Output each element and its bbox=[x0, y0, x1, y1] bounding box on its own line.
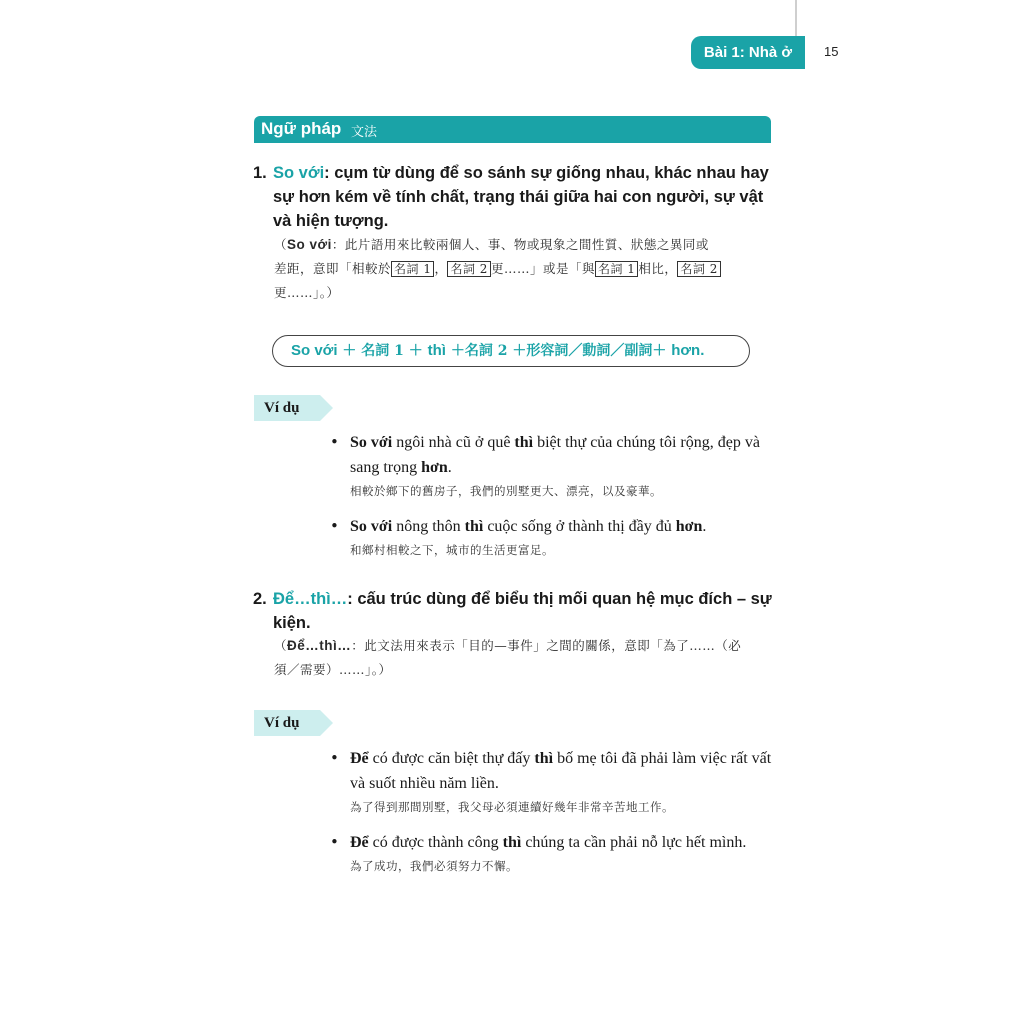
example-cn: 為了成功，我們必須努力不懈。 bbox=[350, 859, 518, 873]
explain-part4: 相比， bbox=[638, 261, 678, 276]
paren-open: （ bbox=[274, 237, 288, 252]
noun1-box: 名詞 1 bbox=[391, 261, 434, 277]
bullet-icon: • bbox=[330, 517, 339, 535]
example-item bbox=[330, 746, 780, 818]
section-title-vn: Ngữ pháp bbox=[261, 119, 342, 138]
formula-noun2: 名詞 2 bbox=[464, 343, 508, 359]
grammar-2-title-line1: : cấu trúc dùng để biểu thị mối quan hệ mục đích – sự bbox=[347, 590, 772, 608]
grammar-1-keyword: So với bbox=[273, 164, 325, 182]
plain-text: có được căn biệt thự đấy bbox=[368, 750, 535, 767]
formula-noun1: 名詞 1 bbox=[361, 343, 404, 359]
example-vn bbox=[350, 514, 780, 539]
comma: ， bbox=[434, 261, 448, 276]
bold-word: Để bbox=[350, 750, 369, 767]
plain-text: biệt thự của chúng tôi rộng, đẹp và sang trọng bbox=[350, 434, 760, 476]
formula-plus: ＋ bbox=[445, 343, 465, 359]
plain-text: . bbox=[702, 518, 707, 535]
example-label: Ví dụ bbox=[254, 395, 320, 421]
grammar-1-title-line1: : cụm từ dùng để so sánh sự giống nhau, khác nhau hay bbox=[324, 164, 769, 182]
page-edge-line bbox=[795, 0, 797, 40]
formula-so-voi: So với bbox=[291, 342, 338, 359]
grammar-1-title-line2: sự hơn kém về tính chất, trạng thái giữa hai con người, sự vật bbox=[273, 188, 764, 206]
formula-types: 形容詞／動詞／副詞 bbox=[526, 343, 653, 359]
example-cn: 和鄉村相較之下，城市的生活更富足。 bbox=[350, 543, 554, 557]
plain-text: . bbox=[447, 459, 452, 476]
explain-part3: 更……」或是「與 bbox=[490, 261, 595, 276]
grammar-2-title-line2: kiện. bbox=[273, 614, 311, 632]
bold-word: So với bbox=[350, 434, 393, 451]
bold-word: thì bbox=[514, 434, 534, 451]
section-header bbox=[254, 116, 771, 143]
example-item bbox=[330, 830, 780, 877]
plain-text: cuộc sống ở thành thị đầy đủ bbox=[483, 518, 676, 535]
grammar-1-title bbox=[253, 161, 778, 233]
formula-plus: ＋ bbox=[403, 343, 428, 359]
bold-word: hơn bbox=[421, 459, 448, 476]
bold-word: Để bbox=[350, 834, 369, 851]
formula-hon: hơn. bbox=[671, 342, 705, 359]
grammar-2-number: 2. bbox=[253, 590, 267, 608]
example-vn bbox=[350, 830, 780, 855]
explain-keyword: So với bbox=[287, 237, 332, 252]
plain-text: ngôi nhà cũ ở quê bbox=[392, 434, 515, 451]
example-label: Ví dụ bbox=[254, 710, 320, 736]
bold-word: thì bbox=[534, 750, 554, 767]
page-number: 15 bbox=[824, 44, 839, 59]
grammar-1-title-line3: và hiện tượng. bbox=[273, 212, 389, 230]
example-vn bbox=[350, 746, 780, 796]
paren-open: （ bbox=[274, 638, 288, 653]
formula-plus: ＋ bbox=[337, 343, 362, 359]
bold-word: thì bbox=[502, 834, 522, 851]
grammar-2-explanation bbox=[274, 634, 774, 682]
plain-text: nông thôn bbox=[392, 518, 465, 535]
noun2-box: 名詞 2 bbox=[447, 261, 490, 277]
example-item bbox=[330, 430, 780, 502]
grammar-1-explanation bbox=[274, 233, 774, 305]
explain-part5: 更……」。） bbox=[274, 285, 340, 300]
grammar-1-number: 1. bbox=[253, 164, 267, 182]
grammar-2-keyword: Để…thì… bbox=[273, 590, 348, 608]
explain-part2: 須／需要）……」。） bbox=[274, 662, 392, 677]
noun1-box: 名詞 1 bbox=[595, 261, 638, 277]
explain-part2: 差距，意即「相較於 bbox=[274, 261, 392, 276]
bold-word: thì bbox=[464, 518, 484, 535]
section-title-cn: 文法 bbox=[351, 125, 378, 140]
explain-keyword: Để…thì… bbox=[287, 638, 352, 653]
bold-word: hơn bbox=[675, 518, 703, 535]
explain-part1: ：此文法用來表示「目的—事件」之間的關係，意即「為了……（必 bbox=[351, 638, 742, 653]
formula-thi: thì bbox=[427, 342, 446, 359]
plain-text: bố mẹ tôi đã phải làm việc rất vất và suốt nhiều năm liền. bbox=[350, 750, 772, 792]
plain-text: chúng ta cần phải nỗ lực hết mình. bbox=[521, 834, 747, 851]
grammar-1-formula bbox=[272, 335, 750, 367]
grammar-2-title bbox=[253, 587, 778, 635]
explain-part1: ：此片語用來比較兩個人、事、物或現象之間性質、狀態之異同或 bbox=[331, 237, 709, 252]
bullet-icon: • bbox=[330, 433, 339, 451]
bullet-icon: • bbox=[330, 833, 339, 851]
example-cn: 為了得到那間別墅，我父母必須連續好幾年非常辛苦地工作。 bbox=[350, 800, 674, 814]
example-cn: 相較於鄉下的舊房子，我們的別墅更大、漂亮，以及豪華。 bbox=[350, 484, 662, 498]
bold-word: So với bbox=[350, 518, 393, 535]
formula-plus: ＋ bbox=[507, 343, 527, 359]
plain-text: có được thành công bbox=[368, 834, 503, 851]
formula-plus: ＋ bbox=[652, 343, 672, 359]
lesson-tab: Bài 1: Nhà ở bbox=[691, 36, 805, 69]
example-vn bbox=[350, 430, 780, 480]
noun2-box: 名詞 2 bbox=[677, 261, 720, 277]
bullet-icon: • bbox=[330, 749, 339, 767]
example-item bbox=[330, 514, 780, 561]
